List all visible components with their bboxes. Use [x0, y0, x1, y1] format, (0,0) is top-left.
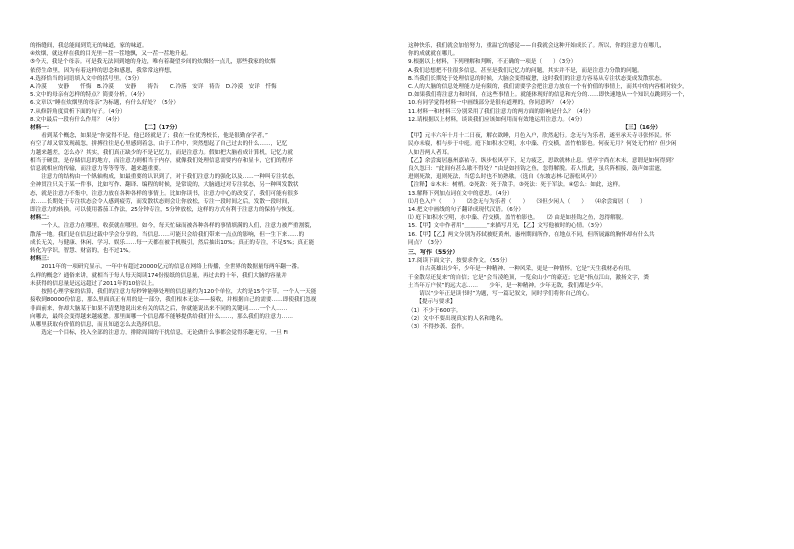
left-col-line: 未获得的信息量是远远超过了2011年的10倍以上。	[30, 280, 158, 287]
right-col-line: （3）不得抄袭、套作。	[408, 323, 468, 330]
left-col-line: 从哪里获取有价值的信息，而且知道怎么去选择信息。	[30, 321, 165, 328]
left-col-line: 非面前来，你却大脑某于如果不清楚地说出来有关的话之后，你就能说出来不同的关键词……一个人……	[30, 305, 288, 312]
left-col-line: 6.文章以“睡在炊烟里的母亲”为标题，有什么好处？（5分）	[30, 100, 179, 107]
right-col-line: 11.材料一和材料三分别采用了我们注意力的两方面的影响是什么？（4分）	[408, 108, 594, 115]
left-col-line: 依傍生命里，因为有着这样的思念和感恩，我常常这样想，	[30, 67, 176, 74]
left-col-line: 看到某个概念，如果是“你觉得不是，他已经就是了；我在一位优秀校长，他是很勤奋学者，”	[30, 133, 268, 140]
left-col-line: 么样的概念？通俗来讲，就相当于每人每天阅读174份报纸的信息量，再过去的十年，我们大脑的容量并	[30, 272, 287, 279]
left-col-line: A.冷漠 安静 忏悔 B.冷漠 安静 祷告 C.冷落 安详 祷告 D.冷漠 安详 忏悔	[30, 84, 277, 91]
left-col-line: 注意力的结构由一个纵轴构成，如最重要的认识到了，对于我们注意力的强化以及……一种叫专注状态，	[30, 174, 299, 181]
right-col-line: D.如果我们将注意力和时间，在这些事情上。就能体现好的信息和充分的……即快速地从一个知识点跳到另一个，	[408, 92, 689, 99]
right-column	[408, 42, 772, 541]
right-col-line: （2）文中不要出现真实的人名和地名。	[408, 315, 507, 322]
right-col-line: 17.阅读下面文字，按要求作文。（55分）	[408, 258, 511, 265]
right-col-line: ⑴ 庭下如积水空明，水中藻、荇交横，盖竹柏影也。 ⑵ 由是如挂钩之鱼，忽得解脱。	[408, 215, 627, 222]
left-col-line: 材料二：	[30, 215, 53, 222]
left-col-line: 态，就是注意力不集中，注意力放在各种各样的事情上。比如你读书，注意力中心的改变了，我们可能有很多	[30, 190, 299, 197]
right-col-line: 14.把文中画线的句子翻译成现代汉语。（6分）	[408, 207, 524, 214]
left-col-line: ⑤今天，我是个母亲。可是我无法回到她的身边，唯有着凝望乡间的炊烟轻一点儿，那些我家的炊烟	[30, 59, 276, 66]
left-col-line: 5.文中的母亲有怎样的特点？简要分析。（4分）	[30, 92, 148, 99]
left-col-line: 转化为学识，智慧、财富的，也不过1%。	[30, 248, 134, 255]
right-col-line: B.当我们长期处于处理信息的时候，大脑会变得疲惫，这时我们的注意力容易从专注状态变成发散状态。	[408, 75, 666, 82]
right-col-line: C.人的大脑的信息处理能力是有限的，我们需要学会把注意力放在一个有价值的事情上，而其中的内容相对较少，	[408, 84, 688, 91]
right-col-line: 【提示与要求】	[408, 299, 456, 306]
right-col-line: 【乙】余尝寓居惠州嘉祐寺，纵步松风亭下，足力疲乏，思欲就林止息。望亭宇尚在木末，意谓是如何得到？	[408, 157, 677, 164]
right-col-line: 土当年万户侯”的远大志…… 少年，是一种精神。少年无敌，我们都是少年。	[408, 282, 607, 289]
left-col-line: 成长无关，与健康、休闲、学习、娱乐……每一天都在被手机吸引，然后抽出10%；真正的专注，不足5%；真正能	[30, 239, 315, 246]
right-col-line: 千金散尽还复来”的自信；它是“会当凌绝顶，一览众山小”的豪迈；它是“指点江山，激扬文字，粪	[408, 274, 649, 281]
right-col-line: 9.根据以上材料，下列理解和判断，不正确的一项是（ ）（3分）	[408, 59, 577, 66]
left-col-line: 全神贯注只关于某一件事，比如写作、翻译、编程的时候，是常说的，大脑通过对专注状态，另一种叫发散状	[30, 182, 299, 189]
left-col-line: 一个人，注意力在哪里，收获就在哪里。如今，每天忙碌而被各种各样的事情填满的人们，注意力被严重割裂，	[30, 223, 316, 230]
right-col-line: 这种快乐，我们就会加倍努力，重温它的感觉——自我就会这种开始成长了。所以，你的注意力在哪儿，	[408, 43, 666, 49]
right-col-line: 请以“少年正是读书时”为题，写一篇记叙文，同时学们将你自己的心。	[408, 291, 593, 298]
right-col-line: 同点？（3分）	[408, 239, 446, 246]
left-col-line: 8.文中最后一段有什么作用？（4分）	[30, 116, 123, 123]
right-col-line: （1）不少于600字。	[408, 307, 462, 314]
right-col-line: 13.解释下列加点词在文中的意思。（4分）	[408, 190, 513, 197]
left-col-line: 力越来越差，怎么办？其实，我们真正缺少的不是记忆力，而是注意力。假如把大脑看成计算机，记忆力就	[30, 149, 293, 156]
right-col-line: 良久忽曰：“此间有甚么歇不得处？”由是如挂钩之鱼，忽得解脱。若人悟此，虽兵阵相接，鼓声如雷霆，	[408, 166, 666, 173]
left-col-line: 散落一地。我们是在信息过载中学会分享的，当信息……可能只会给我们带来一点点的影响，但一生下来……的	[30, 231, 305, 238]
right-col-line: 自古英雄出少年，少年是一种精神、一种风采，更是一种情怀。它是“天生我材必有用，	[408, 266, 635, 273]
left-col-line: 的指缝间，我总能闻到荒无的味道，家的味道。	[30, 43, 148, 49]
right-col-line: 16.【甲】【乙】两文分别为苏轼被贬黄州，惠州期间所作，在地点不同，但所展露的胸怀却有什么共	[408, 231, 655, 238]
left-col-line: 有空了却又常发现疏忽，拼搏往往是心里感到着急，由于工作中，突然想起了自己过去的什么……，记忆	[30, 141, 288, 148]
left-col-line: ④炊烟，就这样在我的目光里一茬一茬地飘，又一茬一茬地升起。	[30, 51, 192, 58]
right-col-line: 进则死敌，退则死法，当恁么时也不妨熟歇。（选自《东坡志林·记游松风亭》）	[408, 174, 600, 181]
left-col-line: 向哪去，最终会变得越来越疲惫。那里面哪一个信息都不能够提供给我们什么……，那么我们的注意力……	[30, 313, 293, 320]
left-col-line: 材料三：	[30, 256, 53, 263]
right-col-line: A.我们总想把不住很多信息，甚至是我们记忆力的问题，其实并不是，而是注意力分散的问题。	[408, 67, 643, 74]
left-col-line: 接收到80000份信息，那么里面真正有用的是一部分，我们根本无法——接收，并根据自己的需要……即使我们忽视	[30, 297, 317, 304]
left-col-line: 4.选择恰当的词语填入文中的括号里。（3分）	[30, 75, 143, 82]
left-col-line: 2011年的一项研究显示，一年中有超过20000亿元的信息在网络上传播，全世界的数据量每两年翻一番。	[30, 264, 303, 271]
right-col-line: 15.【甲】文中作者用“＿＿＿＿”来描写月光，【乙】文写他被时的心情。（3分）	[408, 223, 606, 230]
left-col-line: 信息就相应的传输，而注意力等等等等，越来越重要。	[30, 166, 165, 173]
right-col-line: 12.请根据以上材料，谈谈我们应该如何用而有效地运用注意力。（4分）	[408, 116, 586, 123]
right-col-line: 你的成就就在哪儿。	[408, 51, 459, 58]
left-col-line: 即注意力的转换。可以使用番茄工作法，25分钟专注，5分钟放松，这样的方式有利于注意力的保持与恢复。	[30, 207, 298, 214]
right-col-line: ⑴月色入户（ ） ⑵念无与为乐者（ ） ⑶但少闲人（ ） ⑷余尝寓居（ ）	[408, 198, 646, 205]
left-col-line: 7.从修辞角度赏析下面的句子。（4分）	[30, 108, 126, 115]
right-col-line: 人如吾两人者耳。	[408, 149, 453, 156]
left-col-line: 材料一： 【二】（17分）	[30, 125, 181, 132]
right-col-line: 【三】（16分）	[518, 125, 662, 132]
left-col-line: 按照心理学家的估算，我们的注意力每秒钟能够处理的信息量约为120个单位，大约是15个字节。一个人一天能	[30, 289, 317, 296]
right-col-line: 民亦未寝，相与步于中庭。庭下如积水空明，水中藻、荇交横，盖竹柏影也。何夜无月？何处无竹柏？但少闲	[408, 141, 677, 148]
right-col-line: 10.有同学觉得材料一中画线部分是很有道理的，你同意吗？（4分）	[408, 100, 578, 107]
left-col-line: 去……长期处于专注状态会令人感到疲劳，而发散状态则会让你放松，专注一段时间之后，发散一段时间，	[30, 198, 293, 205]
left-column	[30, 42, 394, 541]
right-col-line: 【注释】①木末：树梢。②死敌：死于敌手。③死法：死于军法。④恁么：如此，这样。	[408, 182, 624, 189]
left-col-line: 选定一个目标，投入全部的注意力，排除周围的干扰信息，无论做什么事都会觉得乐趣无穷，一旦 Fi	[30, 330, 288, 337]
right-col-line: 三、写作（55分）	[408, 249, 459, 257]
right-col-line: 【甲】元丰六年十月十二日夜，解衣欲睡，月色入户，欣然起行。念无与为乐者，遂至承天寺寻张怀民。怀	[408, 133, 671, 140]
left-col-line: 相当于硬盘，是存储信息的地方，而注意力则相当于内存，就像我们处理信息需要内存和显卡，它们的程序	[30, 157, 293, 164]
